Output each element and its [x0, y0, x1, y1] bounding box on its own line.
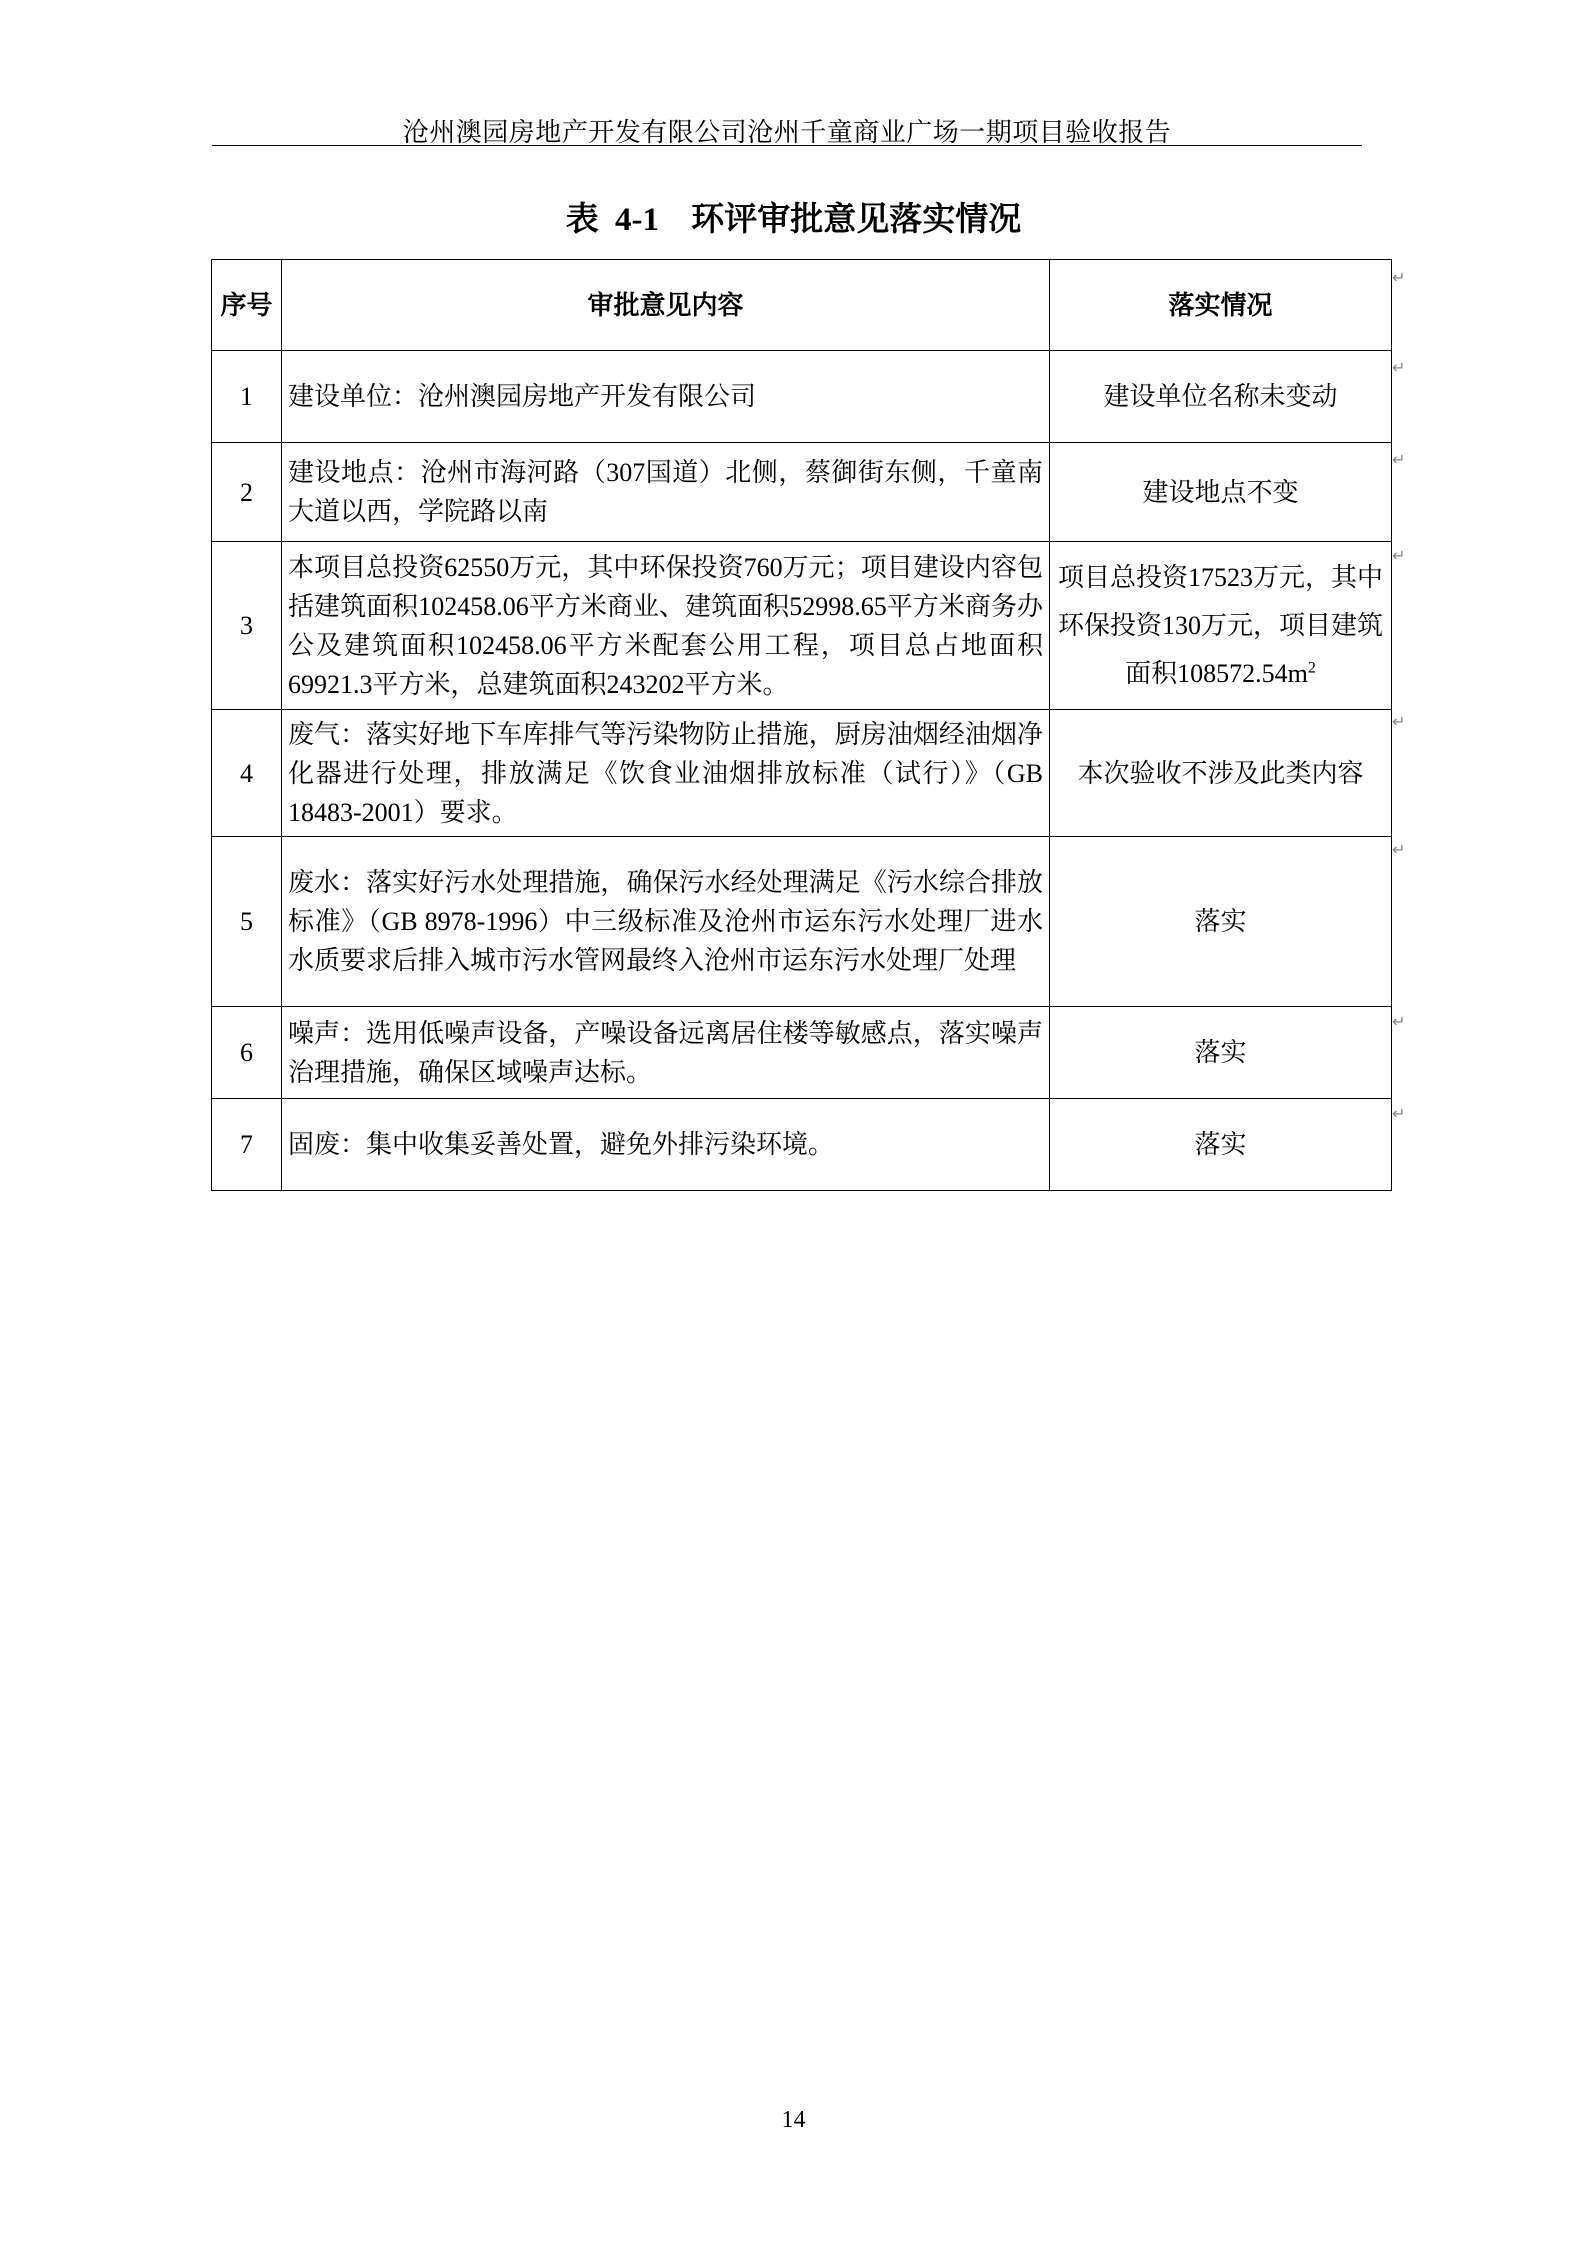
- table-row: [212, 443, 1392, 542]
- paragraph-mark-icon: ↵: [1392, 546, 1406, 565]
- row-content: 废水：落实好污水处理措施，确保污水经处理满足《污水综合排放标准》（GB 8978-1996）中三级标准及沧州市运东污水处理厂进水水质要求后排入城市污水管网最终入沧州市运东污水处理厂处理: [282, 837, 1050, 1007]
- column-header-status: 落实情况: [1050, 260, 1392, 351]
- column-header-seq: 序号: [212, 260, 282, 351]
- row-content: 废气：落实好地下车库排气等污染物防止措施，厨房油烟经油烟净化器进行处理，排放满足《饮食业油烟排放标准（试行）》（GB 18483-2001）要求。: [282, 710, 1050, 837]
- table-title-prefix: 表: [565, 202, 599, 238]
- table-row: [212, 710, 1392, 837]
- page-number: 14: [781, 2107, 806, 2133]
- row-status: [1050, 542, 1392, 710]
- row-content: 建设地点：沧州市海河路（307国道）北侧，蔡御街东侧，千童南大道以西，学院路以南: [282, 443, 1050, 542]
- row-status: 建设单位名称未变动: [1050, 351, 1392, 443]
- row-seq: 5: [212, 837, 282, 1007]
- paragraph-mark-icon: ↵: [1392, 1012, 1406, 1031]
- row-seq: 7: [212, 1099, 282, 1191]
- paragraph-mark-icon: ↵: [1392, 712, 1406, 731]
- table-title-number: 4-1: [615, 202, 659, 238]
- table-row: [212, 1099, 1392, 1191]
- row-seq: 6: [212, 1007, 282, 1099]
- column-header-content: 审批意见内容: [282, 260, 1050, 351]
- superscript: 2: [1307, 658, 1316, 676]
- paragraph-mark-icon: ↵: [1392, 1104, 1406, 1123]
- row-content: 噪声：选用低噪声设备，产噪设备远离居住楼等敏感点，落实噪声治理措施，确保区域噪声达标。: [282, 1007, 1050, 1099]
- table-row: [212, 351, 1392, 443]
- paragraph-mark-icon: ↵: [1392, 268, 1406, 287]
- paragraph-mark-icon: ↵: [1392, 840, 1406, 859]
- table-row: [212, 1007, 1392, 1099]
- row-status: 建设地点不变: [1050, 443, 1392, 542]
- row-status: 落实: [1050, 1007, 1392, 1099]
- row-content: 本项目总投资62550万元，其中环保投资760万元；项目建设内容包括建筑面积102458.06平方米商业、建筑面积52998.65平方米商务办公及建筑面积102458.06平方米配套公用工程，项目总占地面积69921.3平方米，总建筑面积243202平方米。: [282, 542, 1050, 710]
- row-seq: 4: [212, 710, 282, 837]
- table-row: [212, 542, 1392, 710]
- table-title-text: 环评审批意见落实情况: [691, 202, 1022, 238]
- row-content: 建设单位：沧州澳园房地产开发有限公司: [282, 351, 1050, 443]
- row-status: 本次验收不涉及此类内容: [1050, 710, 1392, 837]
- approval-table: [211, 259, 1392, 1191]
- row-seq: 2: [212, 443, 282, 542]
- table-title: [0, 193, 1587, 240]
- row-status: 落实: [1050, 1099, 1392, 1191]
- running-header: 沧州澳园房地产开发有限公司沧州千童商业广场一期项目验收报告: [402, 118, 1172, 147]
- row-content: 固废：集中收集妥善处置，避免外排污染环境。: [282, 1099, 1050, 1191]
- table-row: [212, 837, 1392, 1007]
- header-rule: [212, 145, 1362, 146]
- row-status-text: 项目总投资17523万元，其中环保投资130万元，项目建筑面积108572.54m: [1057, 562, 1383, 688]
- paragraph-mark-icon: ↵: [1392, 450, 1406, 469]
- table-header-row: [212, 260, 1392, 351]
- row-seq: 3: [212, 542, 282, 710]
- paragraph-mark-icon: ↵: [1392, 358, 1406, 377]
- row-seq: 1: [212, 351, 282, 443]
- row-status: 落实: [1050, 837, 1392, 1007]
